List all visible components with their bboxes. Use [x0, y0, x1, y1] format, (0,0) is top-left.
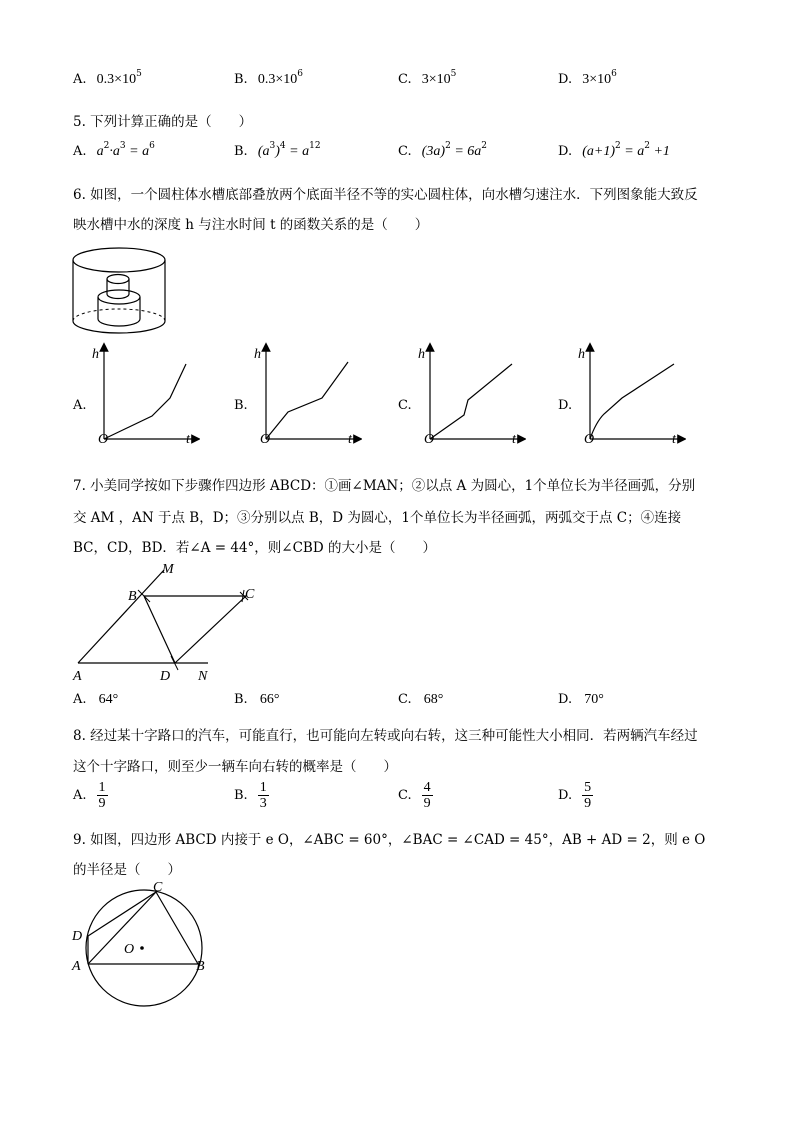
q5-option-d[interactable]: D. $(a+1)^2 = a^2 +1$ — [558, 141, 670, 159]
q7-label-c: C — [245, 587, 255, 602]
q9-label-d: D — [72, 929, 83, 944]
q6-stem-line1: 6. 如图，一个圆柱体水槽底部叠放两个底面半径不等的实心圆柱体，向水槽匀速注水．下列图象能大致反 — [73, 187, 698, 203]
q5-option-b[interactable]: B. $(a^3)^4 = a^{12}$ — [234, 141, 321, 159]
q8-option-a[interactable]: A. $\frac{1}{9}$ — [73, 780, 106, 811]
q6-option-c-label[interactable]: C. — [398, 398, 412, 413]
q8-fraction: $\frac{1}{9}$ — [98, 780, 106, 811]
q4-option-a[interactable]: A. $0.3\times 10^5$ — [73, 69, 142, 87]
q9-stem-line1: 9. 如图，四边形 ABCD 内接于 e O，∠ABC = 60°，∠BAC = ∠CAD = 45°，AB + AD = 2，则 e O — [73, 832, 706, 848]
q7-stem-line1: 7. 小美同学按如下步骤作四边形 ABCD：①画∠MAN；②以点 A 为圆心，1个单位长为半径画弧，分别 — [73, 478, 696, 494]
q4-option-b[interactable]: B. $0.3\times 10^6$ — [234, 69, 303, 87]
q6-option-a-label[interactable]: A. — [73, 398, 87, 413]
q4-option-c[interactable]: C. $3\times 10^5$ — [398, 69, 457, 87]
q8-fraction: $\frac{4}{9}$ — [423, 780, 431, 811]
q8-option-b[interactable]: B. $\frac{1}{3}$ — [234, 780, 267, 811]
q6-graph-d-origin: O — [584, 432, 595, 444]
q7-label-n: N — [198, 669, 208, 682]
q9-label-a: A — [72, 959, 81, 974]
q6-graph-d[interactable] — [574, 342, 686, 444]
q6-option-d-label[interactable]: D. — [558, 398, 573, 413]
q5-stem: 5. 下列计算正确的是（ ） — [73, 114, 253, 130]
q6-graph-a-origin: O — [98, 432, 109, 444]
q4-option-d[interactable]: D. $3\times 10^6$ — [558, 69, 617, 87]
q6-graph-d-x-label: t — [672, 432, 676, 444]
circle-figure — [68, 880, 218, 1010]
q5-option-c[interactable]: C. $(3a)^2 = 6a^2$ — [398, 141, 488, 159]
q9-label-b: B — [196, 959, 205, 974]
q6-graph-b[interactable] — [250, 342, 362, 444]
q7-option-d[interactable]: D. 70° — [558, 692, 604, 707]
q6-graph-b-x-label: t — [348, 432, 352, 444]
q9-stem-line2: 的半径是（ ） — [73, 862, 181, 878]
q6-option-b-label[interactable]: B. — [234, 398, 248, 413]
q6-graph-c-origin: O — [424, 432, 435, 444]
q6-graph-c-x-label: t — [512, 432, 516, 444]
q8-fraction: $\frac{1}{3}$ — [259, 780, 267, 811]
q5-option-a[interactable]: A. $a^2\cdot a^3 = a^6$ — [73, 141, 155, 159]
quadrilateral-figure — [70, 558, 270, 682]
q6-graph-b-y-label: h — [254, 347, 261, 362]
q8-option-c[interactable]: C. $\frac{4}{9}$ — [398, 780, 431, 811]
q6-graph-a-y-label: h — [92, 347, 99, 362]
q6-graph-b-origin: O — [260, 432, 271, 444]
q8-stem-line2: 这个十字路口，则至少一辆车向右转的概率是（ ） — [73, 759, 397, 775]
q6-graph-a[interactable] — [88, 342, 200, 444]
q7-stem-line3: BC，CD，BD．若∠A = 44°，则∠CBD 的大小是（ ） — [73, 540, 436, 556]
q9-label-c: C — [153, 880, 163, 895]
q6-graph-a-x-label: t — [186, 432, 190, 444]
q7-label-d: D — [160, 669, 171, 682]
q8-fraction: $\frac{5}{9}$ — [584, 780, 592, 811]
q7-option-c[interactable]: C. 68° — [398, 692, 444, 707]
q6-graph-d-y-label: h — [578, 347, 585, 362]
q6-stem-line2: 映水槽中水的深度 h 与注水时间 t 的函数关系的是（ ） — [73, 217, 429, 233]
q7-label-b: B — [128, 589, 137, 604]
q8-option-d[interactable]: D. $\frac{5}{9}$ — [558, 780, 592, 811]
q6-graph-c-y-label: h — [418, 347, 425, 362]
q6-graph-c[interactable] — [414, 342, 526, 444]
q7-label-m: M — [162, 562, 174, 577]
q7-label-a: A — [73, 669, 82, 682]
q9-label-o: O — [124, 942, 135, 957]
q7-option-b[interactable]: B. 66° — [234, 692, 280, 707]
q8-stem-line1: 8. 经过某十字路口的汽车，可能直行，也可能向左转或向右转，这三种可能性大小相同．若两辆汽车经过 — [73, 728, 698, 744]
q7-option-a[interactable]: A. 64° — [73, 692, 119, 707]
tank-figure — [70, 238, 170, 338]
q7-stem-line2: 交 AM ，AN 于点 B，D；③分别以点 B，D 为圆心，1个单位长为半径画弧，两弧交于点 C；④连接 — [73, 510, 682, 526]
